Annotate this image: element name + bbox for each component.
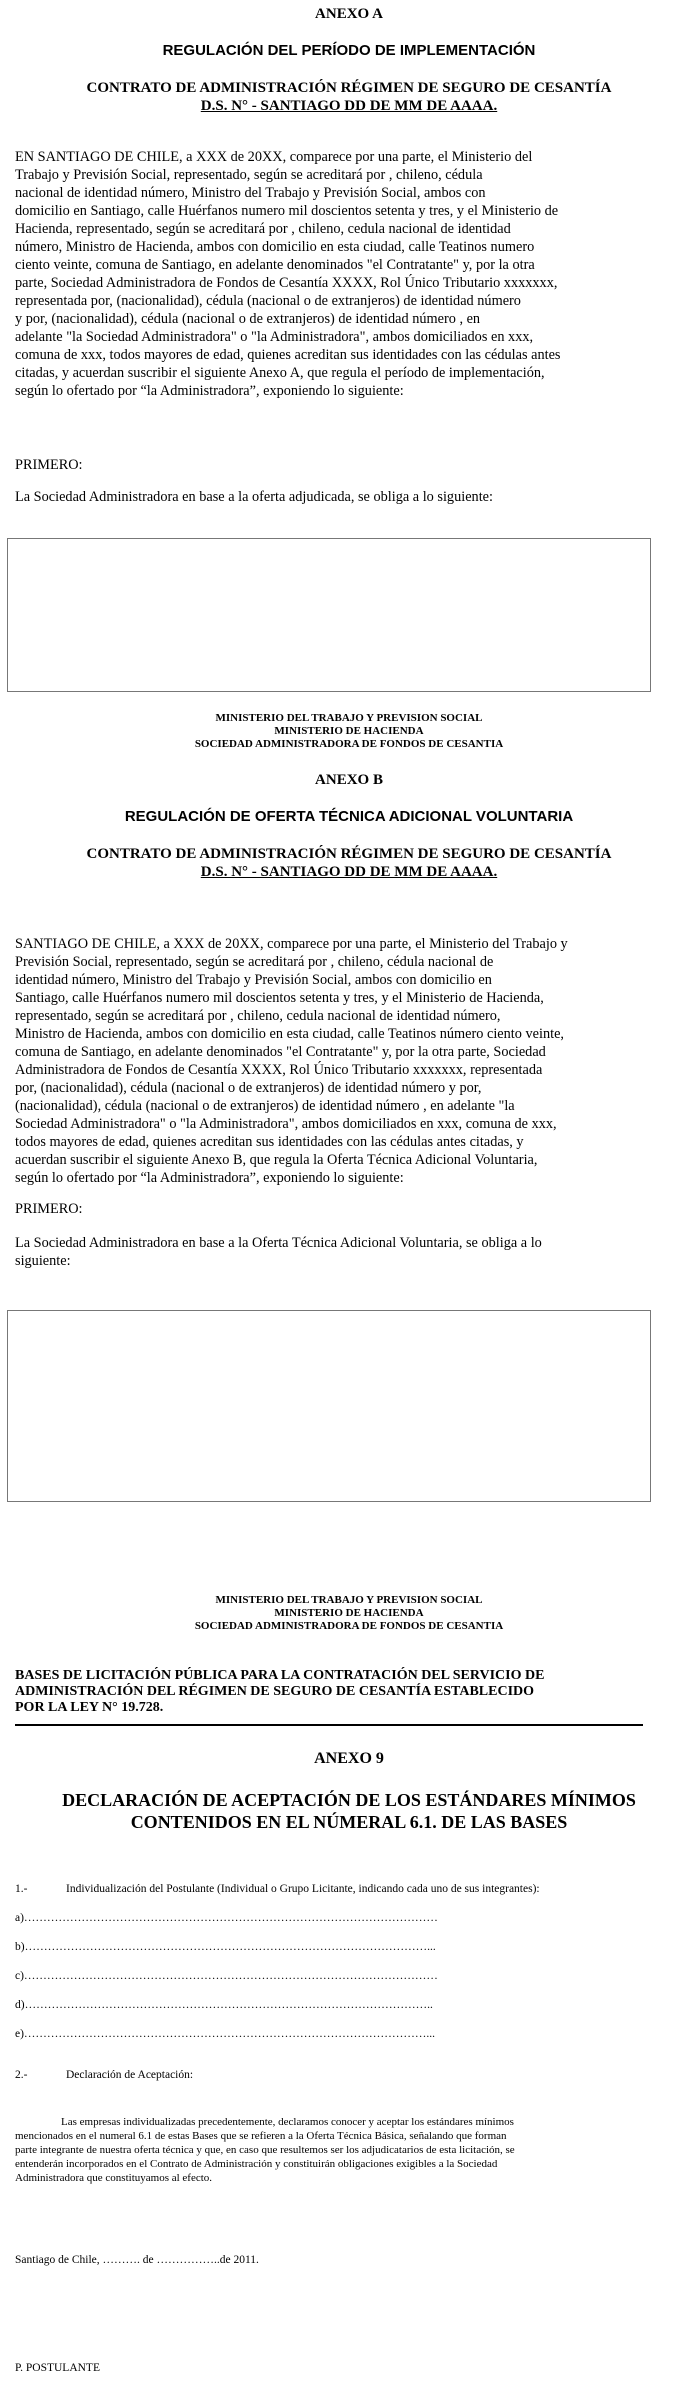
body-line: Trabajo y Previsión Social, representado, según se acreditará por , chileno, cédula — [15, 167, 483, 183]
item-2-number: 2.- — [15, 2069, 28, 2081]
signature-label: P. POSTULANTE — [15, 2362, 100, 2374]
body-line: Santiago, calle Huérfanos numero mil doscientos setenta y tres, y el Ministerio de Hacienda, — [15, 990, 544, 1006]
body-line: identidad número, Ministro del Trabajo y Previsión Social, ambos con domicilio en — [15, 972, 492, 988]
header-2-line2: MINISTERIO DE HACIENDA — [274, 1607, 424, 1619]
body-line: por, (nacionalidad), cédula (nacional o de extranjeros) de identidad número y por, — [15, 1080, 482, 1096]
postulant-line-a[interactable]: a)……………………………………………………………………………………………… — [15, 1912, 438, 1924]
annex-a-body — [15, 148, 643, 400]
annex-a-title: ANEXO A — [315, 6, 383, 22]
body-line: SANTIAGO DE CHILE, a XXX de 20XX, comparece por una parte, el Ministerio del Trabajo y — [15, 936, 568, 952]
header-1-line1: MINISTERIO DEL TRABAJO Y PREVISION SOCIAL — [215, 712, 483, 724]
annex-9-heading-line1: DECLARACIÓN DE ACEPTACIÓN DE LOS ESTÁNDARES MÍNIMOS — [62, 1790, 636, 1810]
body-line: comuna de xxx, todos mayores de edad, quienes acreditan sus identidades con las cédulas antes — [15, 347, 561, 363]
body-line: Administradora de Fondos de Cesantía XXXX, Rol Único Tributario xxxxxxx, representada — [15, 1062, 543, 1078]
header-1-line2: MINISTERIO DE HACIENDA — [274, 725, 424, 737]
body-line: nacional de identidad número, Ministro del Trabajo y Previsión Social, ambos con — [15, 185, 486, 201]
annex-b-contract-line1: CONTRATO DE ADMINISTRACIÓN RÉGIMEN DE SEGURO DE CESANTÍA — [86, 846, 612, 862]
postulant-line-e[interactable]: e)……………………………………………………………………………………………... — [15, 2028, 436, 2040]
annex-a-contract-line1: CONTRATO DE ADMINISTRACIÓN RÉGIMEN DE SEGURO DE CESANTÍA — [86, 80, 612, 96]
bases-line2: ADMINISTRACIÓN DEL RÉGIMEN DE SEGURO DE CESANTÍA ESTABLECIDO — [15, 1684, 535, 1699]
body-line: Previsión Social, representado, según se acreditará por , chileno, cédula nacional de — [15, 954, 494, 970]
item-1-text: Individualización del Postulante (Individual o Grupo Licitante, indicando cada uno de sus integrantes): — [66, 1883, 540, 1895]
header-1-line3: SOCIEDAD ADMINISTRADORA DE FONDOS DE CESANTIA — [194, 738, 504, 750]
annex-b-primero: PRIMERO: — [15, 1201, 83, 1217]
body-line: según lo ofertado por “la Administradora”, exponiendo lo siguiente: — [15, 383, 404, 399]
body-line: ciento veinte, comuna de Santiago, en adelante denominados "el Contratante" y, por la otra — [15, 257, 535, 273]
header-2-line1: MINISTERIO DEL TRABAJO Y PREVISION SOCIAL — [215, 1594, 483, 1606]
body-line: comuna de Santiago, en adelante denominados "el Contratante" y, por la otra parte, Sociedad — [15, 1044, 546, 1060]
bases-divider — [15, 1724, 643, 1726]
declaration-line: entenderán incorporados en el Contrato de Administración y constituirán obligaciones exigibles a la Sociedad — [15, 2158, 498, 2170]
annex-b-title: ANEXO B — [315, 772, 383, 788]
bases-line3: POR LA LEY N° 19.728. — [15, 1700, 164, 1715]
body-line: (nacionalidad), cédula (nacional o de extranjeros) de identidad número , en adelante "la — [15, 1098, 515, 1114]
declaration-line: parte integrante de nuestra oferta técnica y que, en caso que resultemos ser los adjudicatarios de esta licitación, se — [15, 2144, 515, 2156]
body-line: domicilio en Santiago, calle Huérfanos numero mil doscientos setenta y tres, y el Ministerio de — [15, 203, 559, 219]
header-2-line3: SOCIEDAD ADMINISTRADORA DE FONDOS DE CESANTIA — [194, 1620, 504, 1632]
body-line: citadas, y acuerdan suscribir el siguiente Anexo A, que regula el período de implementación, — [15, 365, 545, 381]
body-line: acuerdan suscribir el siguiente Anexo B, que regula la Oferta Técnica Adicional Voluntaria, — [15, 1152, 538, 1168]
body-line: representado, según se acreditará por , chileno, cedula nacional de identidad número, — [15, 1008, 501, 1024]
annex-a-primero: PRIMERO: — [15, 457, 83, 473]
annex-b-body — [15, 935, 643, 1187]
bases-line1: BASES DE LICITACIÓN PÚBLICA PARA LA CONTRATACIÓN DEL SERVICIO DE — [15, 1668, 545, 1683]
body-line: según lo ofertado por “la Administradora”, exponiendo lo siguiente: — [15, 1170, 404, 1186]
body-line: representada por, (nacionalidad), cédula (nacional o de extranjeros) de identidad número — [15, 293, 521, 309]
postulant-line-b[interactable]: b)……………………………………………………………………………………………... — [15, 1941, 436, 1953]
annex-9-heading-line2: CONTENIDOS EN EL NÚMERAL 6.1. DE LAS BASES — [130, 1812, 568, 1832]
bases-title — [15, 1668, 643, 1716]
item-1-number: 1.- — [15, 1883, 28, 1895]
postulant-line-d[interactable]: d)…………………………………………………………………………………………….. — [15, 1999, 433, 2011]
body-line: número, Ministro de Hacienda, ambos con domicilio en esta ciudad, calle Teatinos numero — [15, 239, 535, 255]
body-line: Hacienda, representado, según se acreditará por , chileno, cedula nacional de identidad — [15, 221, 511, 237]
annex-b-content-box[interactable] — [7, 1310, 651, 1502]
annex-b-contract-line2: D.S. N° - SANTIAGO DD DE MM DE AAAA. — [200, 864, 498, 880]
date-line: Santiago de Chile, ………. de ……………..de 2011. — [15, 2254, 259, 2266]
declaration-line: Las empresas individualizadas precedentemente, declaramos conocer y aceptar los estándares mínimos — [61, 2116, 514, 2128]
body-line: EN SANTIAGO DE CHILE, a XXX de 20XX, comparece por una parte, el Ministerio del — [15, 149, 533, 165]
body-line: Sociedad Administradora" o "la Administradora", ambos domiciliados en xxx, comuna de xxx, — [15, 1116, 557, 1132]
annex-a-content-box[interactable] — [7, 538, 651, 692]
annex-9-title: ANEXO 9 — [314, 1750, 384, 1767]
declaration-line: mencionados en el numeral 6.1 de estas Bases que se refieren a la Oferta Técnica Básica, señalando que forman — [15, 2130, 507, 2142]
body-line: y por, (nacionalidad), cédula (nacional o de extranjeros) de identidad número , en — [15, 311, 481, 327]
declaration-paragraph — [15, 2115, 643, 2185]
annex-b-subtitle: REGULACIÓN DE OFERTA TÉCNICA ADICIONAL VOLUNTARIA — [124, 808, 574, 825]
annex-b-obligation-line2: siguiente: — [15, 1253, 71, 1269]
body-line: Ministro de Hacienda, ambos con domicilio en esta ciudad, calle Teatinos número ciento veinte, — [15, 1026, 564, 1042]
annex-b-obligation-line1: La Sociedad Administradora en base a la Oferta Técnica Adicional Voluntaria, se obliga a lo — [15, 1235, 542, 1251]
annex-a-obligation: La Sociedad Administradora en base a la oferta adjudicada, se obliga a lo siguiente: — [15, 489, 493, 505]
declaration-line: Administradora que constituyamos al efecto. — [15, 2172, 213, 2184]
annex-a-subtitle: REGULACIÓN DEL PERÍODO DE IMPLEMENTACIÓN — [162, 42, 536, 59]
annex-a-contract-line2: D.S. N° - SANTIAGO DD DE MM DE AAAA. — [200, 98, 498, 114]
body-line: parte, Sociedad Administradora de Fondos de Cesantía XXXX, Rol Único Tributario xxxxxxx, — [15, 275, 558, 291]
item-2-text: Declaración de Aceptación: — [66, 2069, 194, 2081]
body-line: adelante "la Sociedad Administradora" o "la Administradora", ambos domiciliados en xxx, — [15, 329, 534, 345]
postulant-line-c[interactable]: c)……………………………………………………………………………………………… — [15, 1970, 438, 1982]
body-line: todos mayores de edad, quienes acreditan sus identidades con las cédulas antes citadas, y — [15, 1134, 524, 1150]
